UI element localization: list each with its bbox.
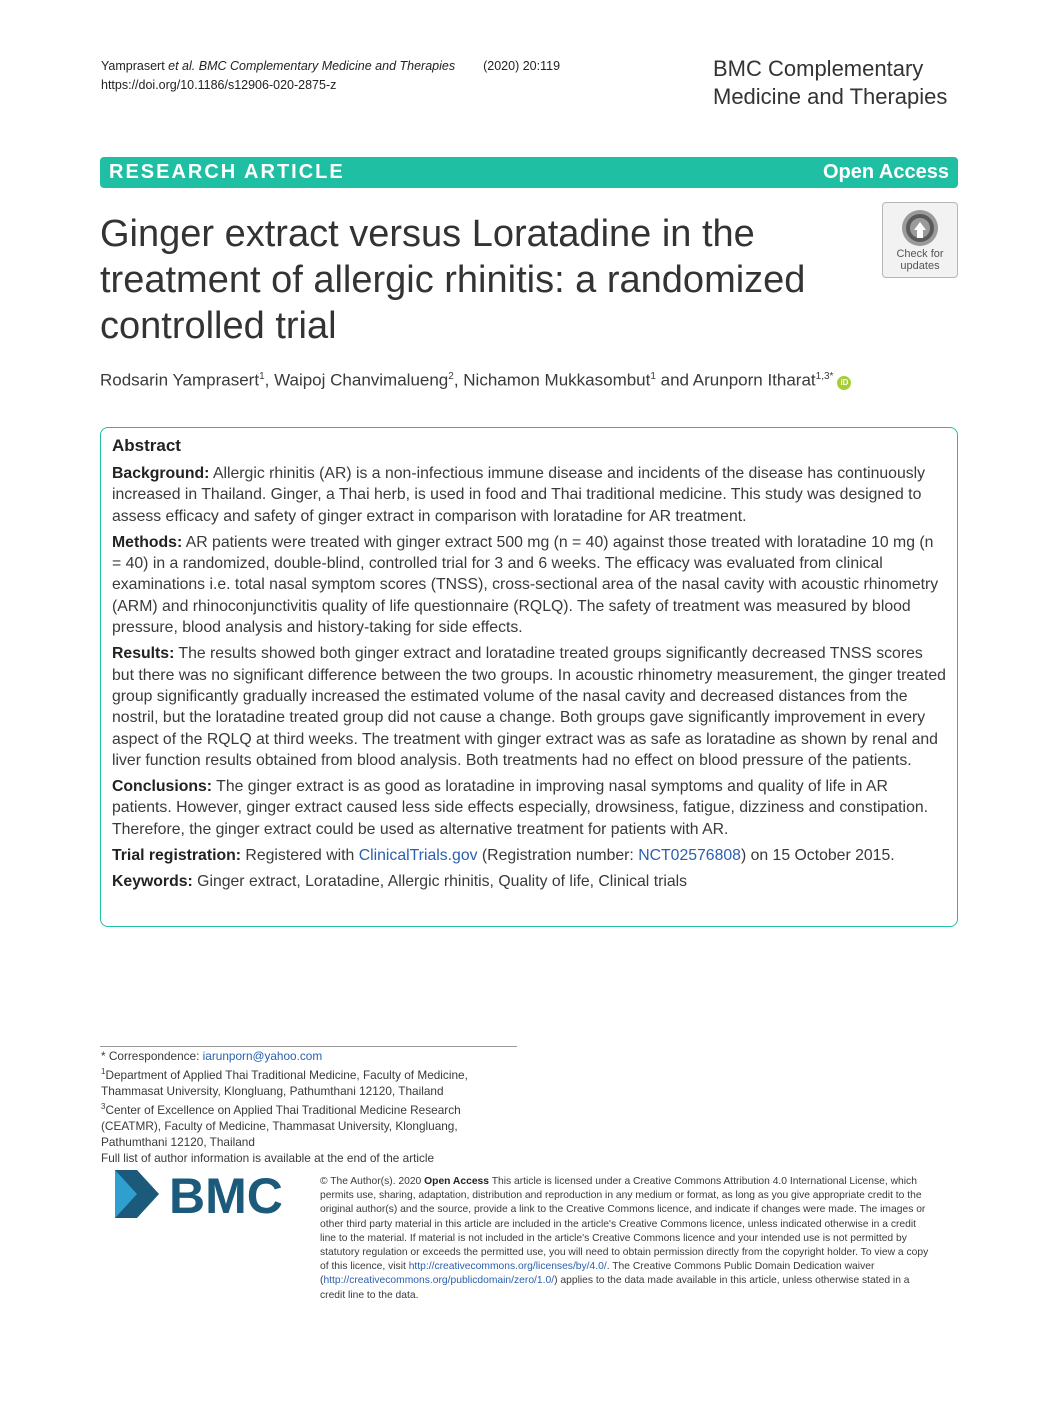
cc-zero-waiver-link[interactable]: http://creativecommons.org/publicdomain/zero/1.0/ (323, 1275, 555, 1287)
header-journal: BMC Complementary Medicine and Therapies (195, 59, 456, 73)
author-list: Rodsarin Yamprasert$^1$, Waipoj Chanvimalueng$^2$, Nichamon Mukkasombut$^1$ and Arunporn Itharat$^{1,3*}$iD (100, 366, 851, 392)
check-for-updates-label: Check for updates (896, 248, 944, 272)
abstract-keywords: Keywords: Ginger extract, Loratadine, Allergic rhinitis, Quality of life, Clinical trials (112, 873, 688, 891)
affiliation-1-cont: Thammasat University, Klongluang, Pathumthani 12120, Thailand (101, 1083, 444, 1098)
abstract-methods: Methods: AR patients were treated with ginger extract 500 mg (n = 40) against those treated with loratadine 10 mg (n = 40) in a randomized, double-blind, controlled trial for 3 and 6 weeks. The efficacy was evaluated from clinical examinations i.e. total nasal symptom scores (TNSS), cross-sectional area of the nasal cavity with acoustic rhinometry (ARM) and rhinoconjunctivitis quality of life questionnaire (RQLQ). The safety of treatment was measured by blood pressure, blood analysis and history-taking for side effects. (112, 533, 939, 637)
footnote-divider (100, 1046, 517, 1047)
abstract-trial-registration: Trial registration: Registered with ClinicalTrials.gov (Registration number: NCT02576808) on 15 October 2015. (112, 847, 895, 865)
article-type-banner (100, 157, 958, 188)
abstract-box (100, 427, 958, 927)
trial-number-link[interactable]: NCT02576808 (638, 847, 741, 865)
footnotes (101, 1048, 521, 1166)
author-affiliation: 1 (259, 371, 265, 382)
affiliation-3: $^3$Center of Excellence on Applied Thai Traditional Medicine Research (101, 1101, 461, 1117)
abstract-heading: Abstract (112, 436, 181, 455)
author-affiliation: 1 (650, 371, 656, 382)
correspondence-line: * Correspondence: iarunporn@yahoo.com (101, 1049, 323, 1063)
open-access-label: Open Access (823, 161, 949, 183)
author-affiliation: 1,3* (815, 371, 834, 382)
cc-by-license-link[interactable]: http://creativecommons.org/licenses/by/4.0/ (408, 1261, 607, 1273)
bmc-logo (115, 1170, 300, 1218)
affiliation-1: $^1$Department of Applied Thai Traditional Medicine, Faculty of Medicine, (101, 1067, 468, 1082)
abstract-conclusions: Conclusions: The ginger extract is as good as loratadine in improving nasal symptoms and quality of life in AR patients. However, ginger extract caused less side effects especially, drowsiness, fatigue, dizziness and constipation. Therefore, the ginger extract could be used as alternative treatment for patients with AR. (112, 778, 929, 838)
check-for-updates-icon (900, 208, 940, 248)
author-name: Arunporn Itharat (692, 370, 816, 390)
abstract-background: Background: Allergic rhinitis (AR) is a non-infectious immune disease and incidents of the disease has continuously increased in Thailand. Ginger, a Thai herb, is used in food and Thai traditional medicine. This study was designed to assess efficacy and safety of ginger extract in comparison with loratadine for AR treatment. (112, 465, 926, 525)
affiliation-3-cont2: Pathumthani 12120, Thailand (101, 1134, 255, 1149)
journal-name (713, 55, 947, 111)
article-title: Ginger extract versus Loratadine in the treatment of allergic rhinitis: a randomized controlled trial (100, 213, 806, 347)
full-author-info-note: Full list of author information is available at the end of the article (101, 1150, 435, 1165)
check-for-updates-button[interactable] (882, 202, 958, 278)
journal-name-line1: BMC Complementary (713, 56, 924, 81)
header-authors: Yamprasert (101, 59, 169, 73)
header-year-volume: (2020) 20:119 (483, 59, 561, 73)
orcid-icon[interactable]: iD (837, 376, 851, 390)
author-name: Waipoj Chanvimalueng (274, 370, 449, 390)
author-name: Nichamon Mukkasombut (463, 370, 651, 390)
correspondence-email-link[interactable]: iarunporn@yahoo.com (202, 1049, 323, 1063)
author-name: Rodsarin Yamprasert (100, 370, 260, 390)
running-header-citation (101, 57, 560, 95)
affiliation-3-cont: (CEATMR), Faculty of Medicine, Thammasat University, Klongluang, (101, 1118, 458, 1133)
bmc-logo-text: BMC (169, 1170, 283, 1218)
clinicaltrials-link[interactable]: ClinicalTrials.gov (358, 847, 478, 865)
license-statement: © The Author(s). 2020 Open Access This article is licensed under a Creative Commons Attribution 4.0 International License, which permits use, sharing, adaptation, distribution and reproduction in any medium or format, as long as you give appropriate credit to the original author(s) and the source, provide a link to the Creative Commons licence, and indicate if changes were made. The images or other third party material in this article are included in the article's Creative Commons licence, unless indicated otherwise in a credit line to the material. If material is not included in the article's Creative Commons licence and your intended use is not permitted by statutory regulation or exceeds the permitted use, you will need to obtain permission directly from the copyright holder. To view a copy of this licence, visit http://creativecommons.org/licenses/by/4.0/. The Creative Commons Public Domain Dedication waiver (http://creativecommons.org/publicdomain/zero/1.0/) applies to the data made available in this article, unless otherwise stated in a credit line to the data. (320, 1176, 929, 1301)
journal-name-line2: Medicine and Therapies (713, 84, 948, 109)
author-affiliation: 2 (448, 371, 454, 382)
abstract-results: Results: The results showed both ginger extract and loratadine treated groups significantly decreased TNSS scores but there was no significant difference between the two groups. In acoustic rhinometry measurement, the ginger treated group significantly gradually increased the estimated volume of the nasal cavity and decreased distances from the nostril, but the loratadine treated group did not cause a change. Both groups gave significantly improvement in every aspect of the RQLQ at third weeks. The treatment with ginger extract was as safe as loratadine as shown by renal and liver function results obtained from blood analysis. Both treatments had no effect on blood pressure of the patients. (112, 645, 946, 769)
header-doi-link[interactable]: https://doi.org/10.1186/s12906-020-2875-z (101, 78, 337, 92)
header-et-al: et al. (168, 59, 196, 73)
article-type-label: RESEARCH ARTICLE (109, 161, 345, 183)
